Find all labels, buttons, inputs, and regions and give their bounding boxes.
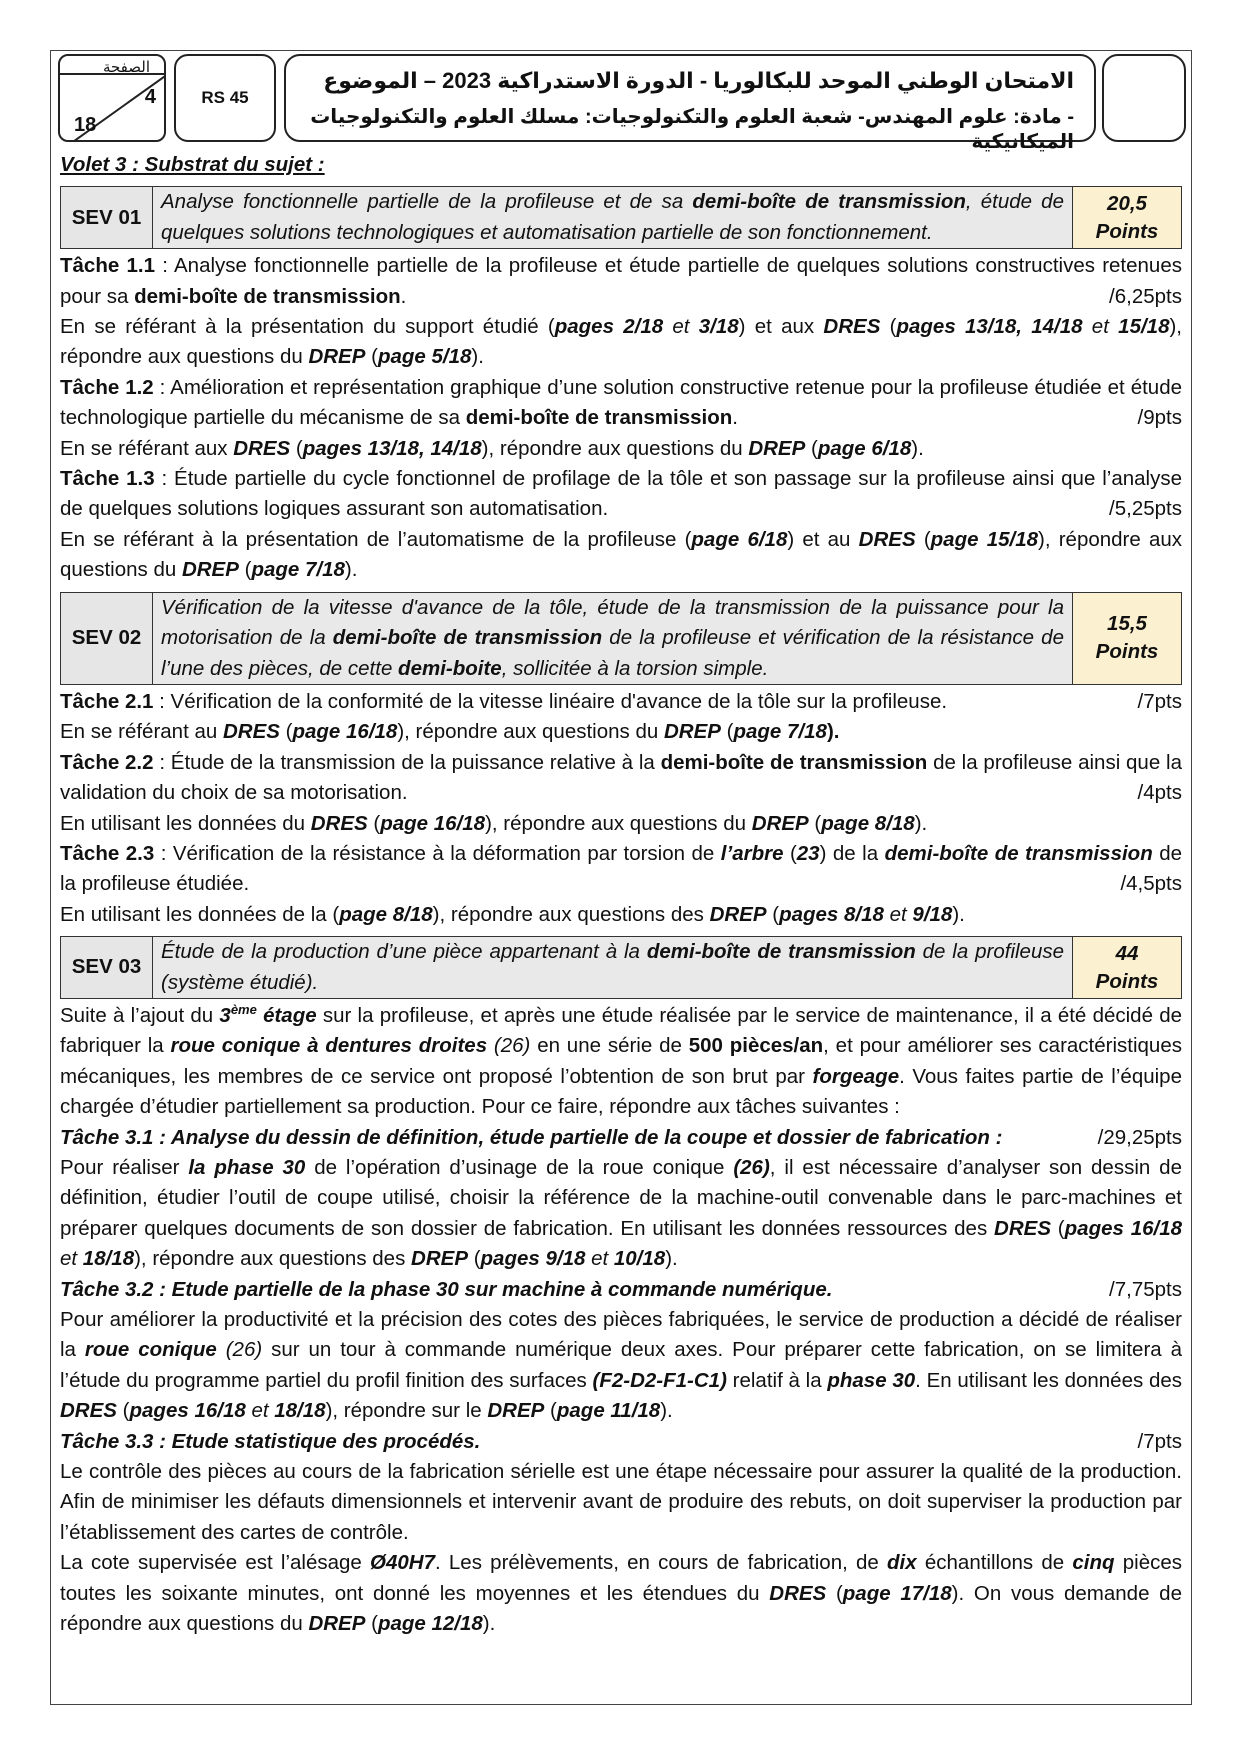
task-points: /7pts [1137, 1429, 1182, 1453]
sev-id: SEV 03 [61, 937, 153, 998]
task-2-2: Tâche 2.2 : Étude de la transmission de la puissance relative à la demi-boîte de transmission de la profileuse ainsi que la validation du choix de sa motorisation. /4pts [60, 748, 1182, 809]
task-1-2-ref: En se référant aux DRES (pages 13/18, 14/18), répondre aux questions du DREP (page 6/18). [60, 436, 924, 460]
task-points: /5,25pts [1109, 497, 1182, 521]
document-body [60, 150, 1182, 1640]
exam-title-line1: الامتحان الوطني الموحد للبكالوريا - الدورة الاستدراكية 2023 – الموضوع [323, 68, 1074, 93]
task-points: /29,25pts [1097, 1125, 1182, 1149]
sev-points: 15,5 Points [1073, 593, 1181, 684]
task-3-3-body-2: La cote supervisée est l’alésage Ø40H7. Les prélèvements, en cours de fabrication, de dix échantillons de cinq pièces toutes les soixante minutes, ont donné les moyennes et les étendues du DRES (page 17/18). On vous demande de répondre aux questions du DREP (page 12/18). [60, 1551, 1183, 1636]
task-points: /7,75pts [1109, 1277, 1182, 1301]
task-2-2-ref: En utilisant les données du DRES (page 16/18), répondre aux questions du DREP (page 8/18). [60, 811, 928, 835]
page-number-box [58, 54, 166, 142]
sev-points: 44 Points [1073, 937, 1181, 998]
task-points: /4,5pts [1120, 872, 1182, 896]
exam-title-box [284, 54, 1096, 153]
task-1-1-ref: En se référant à la présentation du support étudié (pages 2/18 et 3/18) et aux DRES (pages 13/18, 14/18 et 15/18), répondre aux questions du DREP (page 5/18). [60, 315, 1183, 369]
task-3-1: Tâche 3.1 : Analyse du dessin de définition, étude partielle de la coupe et dossier de fabrication : /29,25pts [60, 1123, 1182, 1153]
task-points: /6,25pts [1109, 284, 1182, 308]
task-3-1-body: Pour réaliser la phase 30 de l’opération d’usinage de la roue conique (26), il est nécessaire d’analyser son dessin de définition, étudier l’outil de coupe utilisé, choisir la référence de la machine-outil convenable dans le parc-machines et préparer quelques documents de son dossier de fabrication. En utilisant les données ressources des DRES (pages 16/18 et 18/18), répondre aux questions des DREP (pages 9/18 et 10/18). [60, 1156, 1182, 1271]
sev-description: Vérification de la vitesse d'avance de la tôle, étude de la transmission de la puissance pour la motorisation de la demi-boîte de transmission de la profileuse et vérification de la résistance de l’une des pièces, de cette demi-boite, sollicitée à la torsion simple. [153, 593, 1073, 684]
task-2-3: Tâche 2.3 : Vérification de la résistance à la déformation par torsion de l’arbre (23) de la demi-boîte de transmission de la profileuse étudiée. /4,5pts [60, 839, 1182, 900]
task-points: /9pts [1137, 406, 1182, 430]
task-2-3-ref: En utilisant les données de la (page 8/18), répondre aux questions des DREP (pages 8/18 et 9/18). [60, 902, 965, 926]
task-1-3-ref: En se référant à la présentation de l’automatisme de la profileuse (page 6/18) et au DRES (page 15/18), répondre aux questions du DREP (page 7/18). [60, 527, 1183, 582]
task-3-2: Tâche 3.2 : Etude partielle de la phase 30 sur machine à commande numérique. /7,75pts [60, 1275, 1182, 1305]
task-3-2-body: Pour améliorer la productivité et la précision des cotes des pièces fabriquées, le service de production a décidé de réaliser la roue conique (26) sur un tour à commande numérique deux axes. Pour préparer cette fabrication, on se limitera à l’étude du programme partiel du profil finition des surfaces (F2-D2-F1-C1) relatif à la phase 30. En utilisant les données des DRES (pages 16/18 et 18/18), répondre sur le DREP (page 11/18). [60, 1308, 1183, 1423]
sev-03-intro: Suite à l’ajout du 3ème étage sur la profileuse, et après une étude réalisée par le service de maintenance, il a été décidé de fabriquer la roue conique à dentures droites (26) en une série de 500 pièces/an, et pour améliorer ses caractéristiques mécaniques, les membres de ce service ont proposé l’obtention de son brut par forgeage. Vous faites partie de l’équipe chargée d’étudier partiellement sa production. Pour ce faire, répondre aux tâches suivantes : [60, 1002, 1183, 1119]
exam-title-line2: - مادة: علوم المهندس- شعبة العلوم والتكنولوجيات: مسلك العلوم والتكنولوجيات الميكانيكية [310, 106, 1074, 153]
task-2-1-ref: En se référant au DRES (page 16/18), répondre aux questions du DREP (page 7/18). [60, 720, 840, 744]
page-current: 4 [144, 86, 156, 108]
sev-02-box [60, 592, 1182, 685]
task-2-1: Tâche 2.1 : Vérification de la conformité de la vitesse linéaire d'avance de la tôle sur la profileuse. /7pts [60, 687, 1182, 717]
task-3-3: Tâche 3.3 : Etude statistique des procédés. /7pts [60, 1427, 1182, 1457]
sev-03-box [60, 936, 1182, 999]
sev-points: 20,5 Points [1073, 187, 1181, 248]
sev-id: SEV 02 [61, 593, 153, 684]
exam-code: RS 45 [201, 88, 249, 107]
task-1-1: Tâche 1.1 : Analyse fonctionnelle partielle de la profileuse et étude partielle de quelques solutions constructives retenues pour sa demi-boîte de transmission. /6,25pts [60, 251, 1182, 312]
page-total: 18 [74, 114, 97, 136]
blank-box [1102, 54, 1186, 142]
task-3-3-body: Le contrôle des pièces au cours de la fabrication sérielle est une étape nécessaire pour assurer la qualité de la production. Afin de minimiser les défauts dimensionnels et intervenir avant de produire des rebuts, on doit superviser la production par l’établissement des cartes de contrôle. [60, 1460, 1182, 1544]
task-points: /7pts [1137, 689, 1182, 713]
section-title: Volet 3 : Substrat du sujet : [60, 153, 325, 176]
sev-id: SEV 01 [61, 187, 153, 248]
task-points: /4pts [1137, 781, 1182, 805]
sev-description: Analyse fonctionnelle partielle de la profileuse et de sa demi-boîte de transmission, étude de quelques solutions technologiques et automatisation partielle de son fonctionnement. [153, 187, 1073, 248]
sev-description: Étude de la production d’une pièce appartenant à la demi-boîte de transmission de la profileuse (système étudié). [153, 937, 1073, 998]
task-1-2: Tâche 1.2 : Amélioration et représentation graphique d’une solution constructive retenue pour la profileuse étudiée et étude technologique partielle du mécanisme de sa demi-boîte de transmission. /9pts [60, 373, 1182, 434]
page-label: الصفحة [102, 59, 150, 76]
exam-code-box [174, 54, 276, 142]
task-1-3: Tâche 1.3 : Étude partielle du cycle fonctionnel de profilage de la tôle et son passage sur la profileuse ainsi que l’analyse de quelques solutions logiques assurant son automatisation. /5,25pts [60, 464, 1182, 525]
sev-01-box [60, 186, 1182, 249]
